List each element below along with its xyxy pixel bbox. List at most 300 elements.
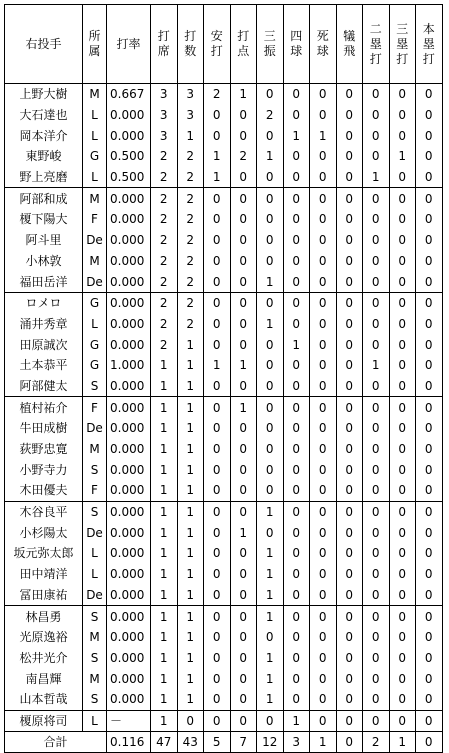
- player-stat: 0: [363, 84, 390, 105]
- total-stat: 43: [177, 732, 204, 753]
- player-stat: 0: [204, 648, 231, 669]
- player-avg: －: [107, 710, 151, 732]
- player-stat: 0: [257, 397, 284, 418]
- player-stat: 0: [283, 668, 310, 689]
- player-stat: 0: [283, 314, 310, 335]
- player-avg: 0.500: [107, 146, 151, 167]
- table-row: [5, 522, 443, 543]
- player-stat: 0: [283, 648, 310, 669]
- player-stat: 1: [204, 355, 231, 376]
- player-stat: 1: [177, 480, 204, 501]
- player-stat: 0: [389, 522, 416, 543]
- player-stat: 0: [283, 146, 310, 167]
- player-stat: 1: [151, 689, 178, 710]
- player-stat: 0: [230, 314, 257, 335]
- player-stat: 0: [257, 251, 284, 272]
- player-stat: 0: [310, 501, 337, 522]
- table-body: [5, 84, 443, 732]
- player-stat: 0: [204, 334, 231, 355]
- player-stat: 2: [151, 334, 178, 355]
- player-team: S: [83, 648, 107, 669]
- table-row: [5, 314, 443, 335]
- table-row: [5, 251, 443, 272]
- header-stat-label: 犠飛: [343, 29, 356, 58]
- player-stat: 0: [389, 397, 416, 418]
- player-name: 小野寺力: [5, 459, 83, 480]
- player-stat: 0: [363, 564, 390, 585]
- player-stat: 3: [177, 105, 204, 126]
- player-stat: 0: [230, 501, 257, 522]
- player-avg: 0.000: [107, 564, 151, 585]
- player-stat: 0: [230, 334, 257, 355]
- player-stat: 0: [363, 439, 390, 460]
- player-stat: 1: [151, 627, 178, 648]
- player-stat: 0: [230, 125, 257, 146]
- player-stat: 0: [389, 585, 416, 606]
- player-stat: 1: [363, 167, 390, 188]
- header-stat-label: 安打: [210, 29, 223, 58]
- player-stat: 0: [416, 167, 443, 188]
- player-stat: 1: [389, 146, 416, 167]
- player-stat: 0: [363, 105, 390, 126]
- player-stat: 0: [389, 188, 416, 209]
- player-stat: 0: [416, 418, 443, 439]
- player-stat: 0: [204, 314, 231, 335]
- header-stat-label: 打点: [237, 29, 250, 58]
- player-avg: 0.000: [107, 439, 151, 460]
- player-avg: 0.000: [107, 314, 151, 335]
- player-team: F: [83, 480, 107, 501]
- player-stat: 0: [257, 627, 284, 648]
- player-stat: 0: [416, 501, 443, 522]
- player-stat: 2: [177, 230, 204, 251]
- player-stat: 1: [151, 376, 178, 397]
- player-stat: 0: [389, 606, 416, 627]
- player-stat: 0: [336, 564, 363, 585]
- table-row: [5, 84, 443, 105]
- player-stat: 2: [151, 146, 178, 167]
- player-stat: 0: [310, 230, 337, 251]
- player-stat: 2: [177, 146, 204, 167]
- player-stat: 0: [283, 209, 310, 230]
- player-stat: 0: [230, 376, 257, 397]
- player-stat: 0: [363, 188, 390, 209]
- player-stat: 0: [230, 710, 257, 732]
- player-stat: 0: [283, 188, 310, 209]
- player-stat: 0: [283, 355, 310, 376]
- player-name: 涌井秀章: [5, 314, 83, 335]
- player-stat: 0: [257, 522, 284, 543]
- player-stat: 0: [389, 689, 416, 710]
- player-stat: 0: [230, 251, 257, 272]
- player-name: 坂元弥太郎: [5, 543, 83, 564]
- player-stat: 0: [336, 501, 363, 522]
- player-team: M: [83, 251, 107, 272]
- player-stat: 0: [283, 167, 310, 188]
- player-stat: 0: [416, 84, 443, 105]
- table-row: [5, 689, 443, 710]
- player-stat: 1: [151, 543, 178, 564]
- player-stat: 0: [416, 627, 443, 648]
- pitcher-stats-table: [4, 4, 443, 753]
- player-stat: 0: [230, 543, 257, 564]
- total-stat: 12: [257, 732, 284, 753]
- player-stat: 0: [416, 292, 443, 313]
- player-stat: 0: [363, 209, 390, 230]
- player-stat: 0: [389, 125, 416, 146]
- table-header: [5, 5, 443, 84]
- player-stat: 1: [151, 668, 178, 689]
- player-name: 植村祐介: [5, 397, 83, 418]
- player-name: 榎原将司: [5, 710, 83, 732]
- player-name: 岡本洋介: [5, 125, 83, 146]
- player-stat: 0: [363, 418, 390, 439]
- player-stat: 0: [363, 710, 390, 732]
- player-name: 松井光介: [5, 648, 83, 669]
- player-stat: 1: [177, 543, 204, 564]
- player-stat: 2: [230, 146, 257, 167]
- player-stat: 0: [310, 668, 337, 689]
- total-label: 合計: [5, 732, 107, 753]
- player-stat: 0: [310, 84, 337, 105]
- header-name: 右投手: [5, 5, 83, 84]
- player-stat: 0: [310, 710, 337, 732]
- player-stat: 0: [283, 501, 310, 522]
- player-stat: 1: [283, 334, 310, 355]
- player-stat: 0: [363, 334, 390, 355]
- player-stat: 2: [257, 105, 284, 126]
- player-stat: 0: [336, 209, 363, 230]
- player-name: 田中靖洋: [5, 564, 83, 585]
- player-stat: 0: [230, 585, 257, 606]
- player-stat: 0: [257, 167, 284, 188]
- player-stat: 0: [310, 188, 337, 209]
- total-stat: 0: [336, 732, 363, 753]
- player-stat: 0: [204, 627, 231, 648]
- player-stat: 0: [336, 522, 363, 543]
- player-stat: 0: [416, 668, 443, 689]
- player-stat: 0: [204, 606, 231, 627]
- player-stat: 2: [177, 251, 204, 272]
- player-stat: 0: [363, 271, 390, 292]
- player-stat: 0: [283, 627, 310, 648]
- player-stat: 0: [204, 271, 231, 292]
- player-stat: 0: [416, 271, 443, 292]
- player-stat: 0: [230, 209, 257, 230]
- player-stat: 0: [204, 376, 231, 397]
- player-avg: 0.000: [107, 209, 151, 230]
- player-team: De: [83, 230, 107, 251]
- player-stat: 0: [283, 292, 310, 313]
- player-name: 荻野忠寛: [5, 439, 83, 460]
- player-stat: 0: [416, 585, 443, 606]
- table-row: [5, 543, 443, 564]
- player-stat: 1: [151, 355, 178, 376]
- player-stat: 0: [389, 648, 416, 669]
- player-stat: 0: [363, 125, 390, 146]
- player-name: 田原誠次: [5, 334, 83, 355]
- player-avg: 0.000: [107, 230, 151, 251]
- player-stat: 0: [389, 501, 416, 522]
- player-stat: 0: [283, 84, 310, 105]
- table-row: [5, 188, 443, 209]
- player-avg: 0.000: [107, 418, 151, 439]
- player-stat: 1: [257, 271, 284, 292]
- player-stat: 1: [151, 564, 178, 585]
- player-stat: 0: [310, 376, 337, 397]
- player-avg: 0.000: [107, 459, 151, 480]
- player-stat: 0: [363, 522, 390, 543]
- player-stat: 0: [310, 585, 337, 606]
- player-avg: 0.000: [107, 397, 151, 418]
- table-row: [5, 397, 443, 418]
- player-stat: 0: [230, 439, 257, 460]
- player-team: G: [83, 292, 107, 313]
- player-stat: 1: [151, 501, 178, 522]
- player-stat: 1: [177, 501, 204, 522]
- table-row: [5, 271, 443, 292]
- header-stat: [363, 5, 390, 84]
- player-stat: 0: [257, 710, 284, 732]
- player-stat: 0: [389, 105, 416, 126]
- table-row: [5, 209, 443, 230]
- player-stat: 1: [151, 606, 178, 627]
- header-row: [5, 5, 443, 84]
- table-row: [5, 125, 443, 146]
- player-stat: 2: [177, 209, 204, 230]
- player-name: 小林敦: [5, 251, 83, 272]
- table-row: [5, 459, 443, 480]
- player-stat: 2: [151, 251, 178, 272]
- player-stat: 1: [177, 355, 204, 376]
- player-stat: 0: [389, 314, 416, 335]
- player-stat: 0: [230, 668, 257, 689]
- player-stat: 0: [389, 209, 416, 230]
- player-stat: 0: [363, 251, 390, 272]
- player-stat: 0: [204, 689, 231, 710]
- player-avg: 0.000: [107, 668, 151, 689]
- player-stat: 0: [257, 334, 284, 355]
- player-stat: 1: [177, 522, 204, 543]
- player-stat: 0: [257, 480, 284, 501]
- player-stat: 0: [336, 84, 363, 105]
- player-stat: 1: [151, 439, 178, 460]
- player-stat: 1: [151, 418, 178, 439]
- table-row: [5, 627, 443, 648]
- player-stat: 1: [204, 167, 231, 188]
- player-stat: 0: [363, 627, 390, 648]
- header-stat: [204, 5, 231, 84]
- player-stat: 0: [416, 543, 443, 564]
- header-stat-label: 二塁打: [369, 21, 382, 66]
- player-stat: 0: [230, 459, 257, 480]
- player-stat: 0: [389, 668, 416, 689]
- player-stat: 0: [310, 271, 337, 292]
- player-stat: 0: [204, 230, 231, 251]
- player-stat: 1: [257, 585, 284, 606]
- player-name: 山本哲哉: [5, 689, 83, 710]
- player-stat: 0: [416, 125, 443, 146]
- player-avg: 0.000: [107, 689, 151, 710]
- player-stat: 0: [204, 668, 231, 689]
- player-stat: 2: [151, 209, 178, 230]
- player-stat: 2: [177, 314, 204, 335]
- player-stat: 0: [416, 188, 443, 209]
- player-team: De: [83, 522, 107, 543]
- player-stat: 0: [336, 418, 363, 439]
- header-stat-label: 打数: [184, 29, 197, 58]
- player-stat: 0: [204, 439, 231, 460]
- player-stat: 0: [389, 376, 416, 397]
- player-stat: 0: [416, 355, 443, 376]
- player-stat: 0: [257, 230, 284, 251]
- table-row: [5, 668, 443, 689]
- player-stat: 0: [283, 689, 310, 710]
- player-team: L: [83, 314, 107, 335]
- player-stat: 2: [151, 167, 178, 188]
- table-row: [5, 585, 443, 606]
- player-avg: 0.000: [107, 543, 151, 564]
- player-stat: 0: [363, 292, 390, 313]
- player-stat: 0: [389, 564, 416, 585]
- player-stat: 0: [310, 209, 337, 230]
- player-stat: 0: [257, 209, 284, 230]
- player-team: S: [83, 501, 107, 522]
- player-avg: 0.000: [107, 292, 151, 313]
- player-stat: 2: [151, 188, 178, 209]
- player-stat: 1: [257, 648, 284, 669]
- player-team: G: [83, 146, 107, 167]
- player-stat: 0: [336, 439, 363, 460]
- player-stat: 1: [177, 606, 204, 627]
- player-stat: 1: [177, 627, 204, 648]
- player-team: De: [83, 418, 107, 439]
- table-row: [5, 167, 443, 188]
- player-name: 光原逸裕: [5, 627, 83, 648]
- table-row: [5, 710, 443, 732]
- total-stat: 2: [363, 732, 390, 753]
- player-stat: 1: [257, 501, 284, 522]
- player-stat: 0: [416, 564, 443, 585]
- player-avg: 0.000: [107, 271, 151, 292]
- player-stat: 0: [310, 251, 337, 272]
- player-team: F: [83, 209, 107, 230]
- player-name: 土本恭平: [5, 355, 83, 376]
- player-stat: 0: [389, 459, 416, 480]
- player-stat: 0: [336, 480, 363, 501]
- player-stat: 0: [310, 606, 337, 627]
- player-stat: 0: [230, 480, 257, 501]
- player-name: 林昌勇: [5, 606, 83, 627]
- player-team: M: [83, 627, 107, 648]
- player-stat: 0: [204, 125, 231, 146]
- player-stat: 0: [336, 146, 363, 167]
- player-name: 阿部和成: [5, 188, 83, 209]
- player-stat: 0: [336, 334, 363, 355]
- player-stat: 0: [389, 418, 416, 439]
- player-name: 冨田康祐: [5, 585, 83, 606]
- player-name: 阿部健太: [5, 376, 83, 397]
- player-team: De: [83, 271, 107, 292]
- player-team: S: [83, 376, 107, 397]
- player-team: L: [83, 167, 107, 188]
- player-stat: 0: [336, 710, 363, 732]
- player-stat: 1: [257, 146, 284, 167]
- player-stat: 0: [204, 251, 231, 272]
- player-avg: 0.500: [107, 167, 151, 188]
- player-avg: 0.000: [107, 188, 151, 209]
- player-stat: 0: [257, 292, 284, 313]
- player-team: S: [83, 689, 107, 710]
- player-stat: 0: [283, 522, 310, 543]
- player-stat: 0: [204, 501, 231, 522]
- table-row: [5, 418, 443, 439]
- player-stat: 0: [230, 167, 257, 188]
- header-stat-label: 三振: [263, 29, 276, 58]
- player-stat: 0: [389, 167, 416, 188]
- total-stat: 5: [204, 732, 231, 753]
- player-name: 榎下陽大: [5, 209, 83, 230]
- player-stat: 0: [336, 355, 363, 376]
- player-stat: 0: [336, 459, 363, 480]
- player-stat: 0: [204, 397, 231, 418]
- total-avg: 0.116: [107, 732, 151, 753]
- player-stat: 2: [151, 230, 178, 251]
- player-stat: 0: [336, 292, 363, 313]
- player-stat: 1: [151, 397, 178, 418]
- player-stat: 0: [336, 271, 363, 292]
- player-stat: 0: [257, 376, 284, 397]
- player-stat: 0: [257, 84, 284, 105]
- player-stat: 0: [283, 230, 310, 251]
- table-row: [5, 648, 443, 669]
- player-stat: 0: [310, 292, 337, 313]
- player-stat: 0: [363, 585, 390, 606]
- player-stat: 0: [204, 459, 231, 480]
- player-stat: 0: [310, 334, 337, 355]
- player-stat: 0: [363, 314, 390, 335]
- player-stat: 1: [230, 522, 257, 543]
- player-stat: 0: [230, 606, 257, 627]
- player-stat: 0: [204, 564, 231, 585]
- player-name: 木田優夫: [5, 480, 83, 501]
- player-stat: 1: [177, 668, 204, 689]
- player-stat: 0: [336, 376, 363, 397]
- player-stat: 0: [416, 209, 443, 230]
- player-stat: 1: [257, 689, 284, 710]
- player-stat: 0: [283, 105, 310, 126]
- player-team: L: [83, 125, 107, 146]
- player-team: M: [83, 84, 107, 105]
- total-stat: 1: [389, 732, 416, 753]
- player-stat: 1: [151, 459, 178, 480]
- player-stat: 0: [416, 459, 443, 480]
- player-stat: 1: [257, 606, 284, 627]
- player-name: 福田岳洋: [5, 271, 83, 292]
- player-stat: 0: [389, 355, 416, 376]
- player-stat: 2: [151, 314, 178, 335]
- player-stat: 0: [336, 668, 363, 689]
- player-stat: 0: [310, 627, 337, 648]
- player-team: L: [83, 710, 107, 732]
- player-stat: 0: [310, 480, 337, 501]
- player-stat: 0: [310, 543, 337, 564]
- player-stat: 0: [336, 230, 363, 251]
- header-stat: [257, 5, 284, 84]
- player-stat: 0: [389, 84, 416, 105]
- player-stat: 1: [257, 543, 284, 564]
- player-stat: 0: [363, 459, 390, 480]
